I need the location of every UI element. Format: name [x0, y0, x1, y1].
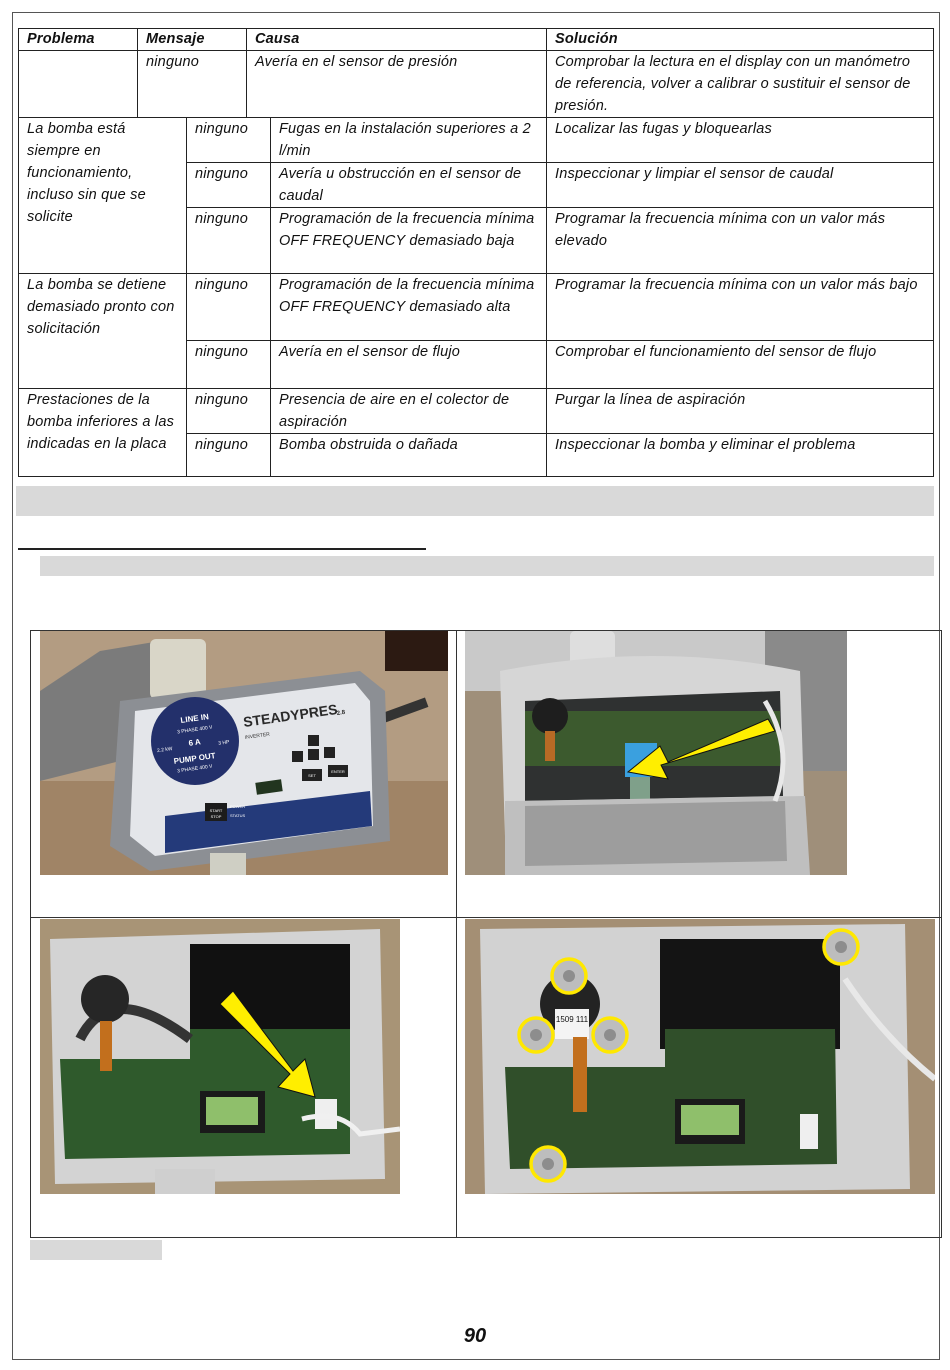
solution-cell: Inspeccionar y limpiar el sensor de caudal: [547, 163, 934, 208]
enter-label: ENTER: [331, 769, 345, 774]
cause-cell: Programación de la frecuencia mínima OFF FREQUENCY demasiado alta: [271, 274, 547, 341]
header-cause: Causa: [247, 29, 547, 51]
message-cell: ninguno: [187, 341, 271, 389]
table-row: [19, 389, 934, 434]
sensor-label: 1509 111: [555, 1015, 589, 1024]
cause-cell: Avería en el sensor de flujo: [271, 341, 547, 389]
model-suffix-label: 2.8: [336, 709, 346, 717]
table-header-row: [19, 29, 934, 51]
page-number: 90: [463, 1325, 487, 1347]
cause-cell: Presencia de aire en el colector de aspiración: [271, 389, 547, 434]
set-label: SET: [308, 773, 316, 778]
problem-cell: La bomba está siempre en funcionamiento, incluso sin que se solicite: [19, 118, 187, 274]
power-label: POWER: [230, 804, 246, 809]
line-in-label: LINE IN: [179, 712, 210, 725]
table-row: [19, 118, 934, 163]
header-problem: Problema: [19, 29, 138, 51]
message-cell: ninguno: [187, 274, 271, 341]
problem-cell: [19, 51, 138, 118]
message-cell: ninguno: [187, 208, 271, 274]
line-in-spec: 3 PHASE 400 V: [176, 724, 213, 736]
subtitle-label: INVERTER: [244, 731, 271, 741]
table-row: [19, 51, 934, 118]
solution-cell: Comprobar la lectura en el display con un manómetro de referencia, volver a calibrar o sustituir el sensor de presión.: [547, 51, 934, 118]
photo-open-housing: [465, 631, 847, 875]
troubleshooting-table: [18, 28, 934, 477]
photo-device-front: [40, 631, 448, 875]
heading-underline: [18, 548, 426, 550]
cause-cell: Avería en el sensor de presión: [247, 51, 547, 118]
message-cell: ninguno: [187, 434, 271, 477]
grid-divider: [456, 631, 457, 1237]
header-solution: Solución: [547, 29, 934, 51]
brand-label: STEADYPRES: [242, 700, 339, 730]
cause-cell: Programación de la frecuencia mínima OFF FREQUENCY demasiado baja: [271, 208, 547, 274]
grid-divider: [31, 917, 941, 918]
pump-out-label: PUMP OUT: [173, 751, 217, 766]
section-heading-bar: [16, 486, 934, 516]
message-cell: ninguno: [187, 163, 271, 208]
stop-label: STOP: [210, 814, 222, 819]
problem-cell: Prestaciones de la bomba inferiores a las indicadas en la placa: [19, 389, 187, 477]
start-label: START: [209, 808, 223, 813]
solution-cell: Programar la frecuencia mínima con un valor más bajo: [547, 274, 934, 341]
header-message: Mensaje: [138, 29, 247, 51]
cause-cell: Avería u obstrucción en el sensor de caudal: [271, 163, 547, 208]
solution-cell: Programar la frecuencia mínima con un valor más elevado: [547, 208, 934, 274]
message-cell: ninguno: [187, 118, 271, 163]
photo-circled-screws: [465, 919, 935, 1194]
solution-cell: Purgar la línea de aspiración: [547, 389, 934, 434]
cause-cell: Fugas en la instalación superiores a 2 l/min: [271, 118, 547, 163]
problem-cell: La bomba se detiene demasiado pronto con solicitación: [19, 274, 187, 389]
solution-cell: Comprobar el funcionamiento del sensor de flujo: [547, 341, 934, 389]
status-label: STATUS: [230, 813, 246, 818]
hp-label: 3 HP: [217, 739, 230, 747]
subsection-heading-bar: [40, 556, 934, 576]
message-cell: ninguno: [138, 51, 247, 118]
cause-cell: Bomba obstruida o dañada: [271, 434, 547, 477]
table-row: [19, 274, 934, 341]
photo-inner-board: [40, 919, 400, 1194]
message-cell: ninguno: [187, 389, 271, 434]
solution-cell: Localizar las fugas y bloquearlas: [547, 118, 934, 163]
photo-grid: [30, 630, 942, 1238]
pump-out-spec: 3 PHASE 400 V: [176, 763, 213, 775]
caption-box: [30, 1240, 162, 1260]
solution-cell: Inspeccionar la bomba y eliminar el problema: [547, 434, 934, 477]
kw-label: 2.2 kW: [156, 745, 173, 755]
amps-label: 6 A: [188, 737, 202, 748]
